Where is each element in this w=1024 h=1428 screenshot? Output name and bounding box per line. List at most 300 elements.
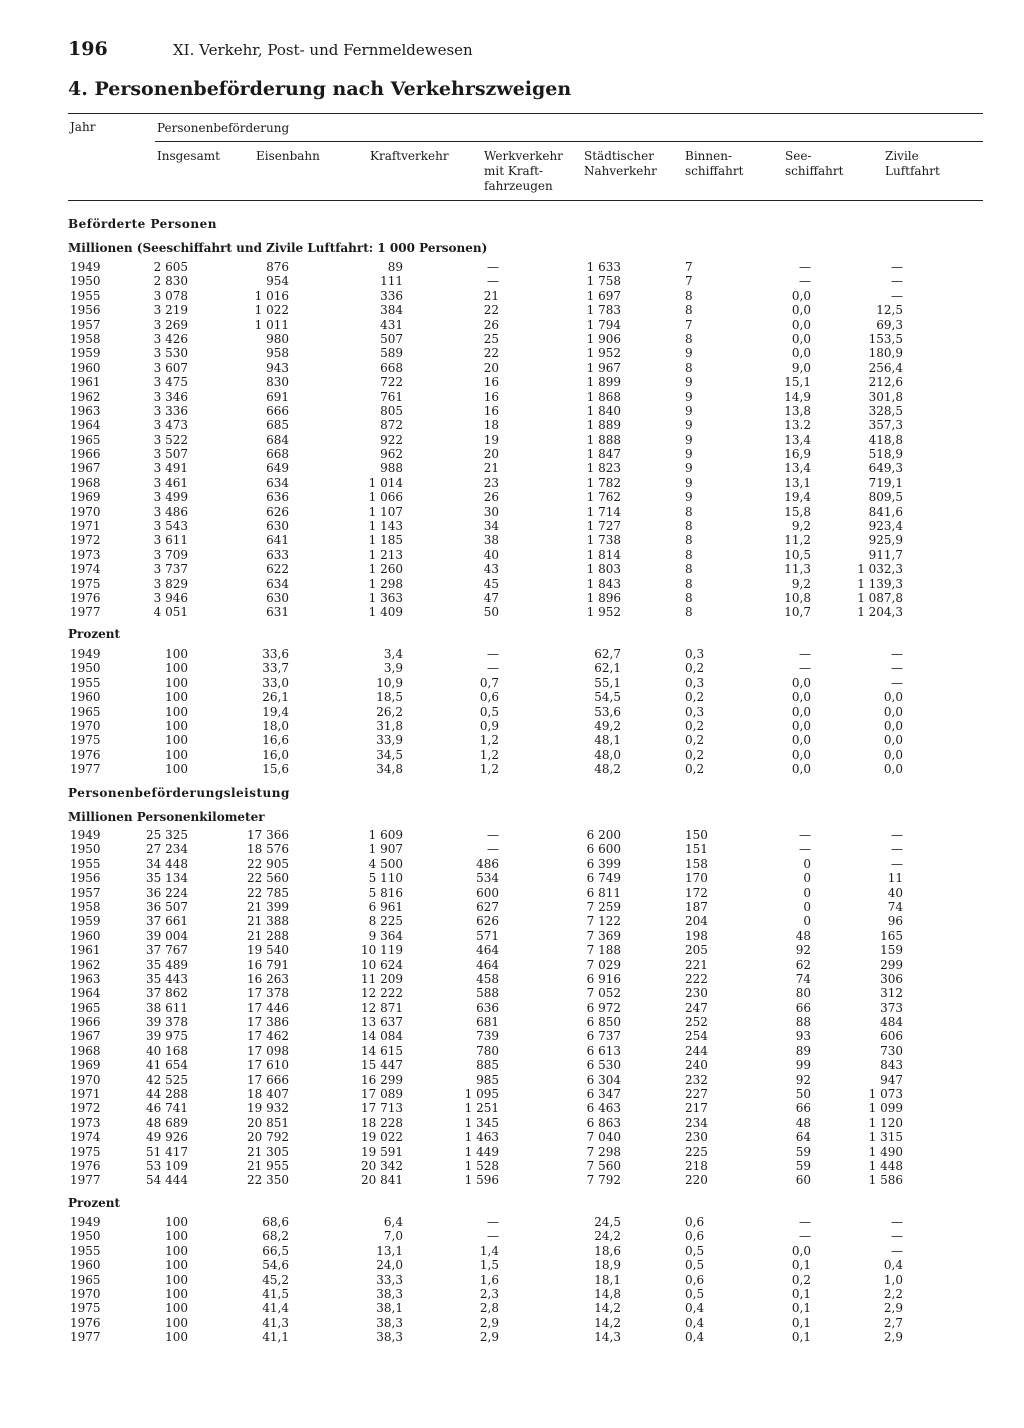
- col-header-staedtisch: [584, 149, 657, 179]
- cell-staedtisch: 1 888: [586, 432, 621, 447]
- cell-insgesamt: 3 461: [153, 475, 188, 490]
- cell-see: 0,0: [791, 733, 811, 748]
- header-bottom-rule: [68, 200, 983, 201]
- cell-insgesamt: 100: [165, 718, 188, 733]
- cell-kraftverkehr: 1 107: [368, 504, 403, 519]
- table-row: [0, 519, 1024, 533]
- table-row: [0, 1130, 1024, 1144]
- cell-werkverkehr: 1,6: [479, 1272, 499, 1287]
- percent-label-befoerderte: Prozent: [68, 627, 121, 641]
- cell-insgesamt: 3 507: [153, 447, 188, 462]
- cell-see: —: [799, 661, 811, 676]
- cell-binnen: 230: [685, 1130, 708, 1145]
- cell-binnen: 204: [685, 914, 708, 929]
- cell-year: 1977: [70, 605, 101, 620]
- cell-see: 14,9: [784, 389, 811, 404]
- cell-luft: 96: [887, 914, 903, 929]
- cell-kraftverkehr: 12 871: [361, 1000, 403, 1015]
- cell-year: 1961: [70, 943, 101, 958]
- cell-see: 0,2: [791, 1272, 811, 1287]
- cell-insgesamt: 48 689: [146, 1115, 188, 1130]
- cell-luft: 159: [880, 943, 903, 958]
- cell-see: 48: [795, 928, 811, 943]
- cell-werkverkehr: 20: [483, 360, 499, 375]
- cell-eisenbahn: 41,3: [262, 1315, 289, 1330]
- cell-staedtisch: 1 782: [586, 475, 621, 490]
- cell-staedtisch: 6 530: [586, 1058, 621, 1073]
- cell-year: 1950: [70, 842, 101, 857]
- cell-werkverkehr: 40: [483, 547, 499, 562]
- cell-staedtisch: 1 794: [586, 317, 621, 332]
- cell-eisenbahn: 45,2: [262, 1272, 289, 1287]
- cell-binnen: 0,6: [685, 1229, 705, 1244]
- cell-binnen: 221: [685, 957, 708, 972]
- cell-luft: —: [891, 828, 903, 842]
- cell-eisenbahn: 66,5: [262, 1243, 289, 1258]
- cell-year: 1949: [70, 260, 101, 274]
- table-row: [0, 1116, 1024, 1130]
- cell-werkverkehr: —: [487, 647, 499, 661]
- cell-insgesamt: 25 325: [146, 828, 188, 842]
- cell-luft: 1 315: [868, 1130, 903, 1145]
- cell-binnen: 170: [685, 871, 708, 886]
- cell-staedtisch: 1 952: [586, 605, 621, 620]
- cell-eisenbahn: 17 098: [247, 1043, 289, 1058]
- percent-label-leistung: Prozent: [68, 1196, 121, 1210]
- cell-insgesamt: 4 051: [153, 605, 188, 620]
- cell-insgesamt: 41 654: [146, 1058, 188, 1073]
- cell-staedtisch: 48,2: [594, 762, 621, 777]
- cell-werkverkehr: —: [487, 274, 499, 289]
- col-header-luft: [885, 149, 940, 179]
- cell-binnen: 0,4: [685, 1315, 705, 1330]
- cell-luft: 719,1: [868, 475, 903, 490]
- cell-kraftverkehr: 589: [380, 346, 403, 361]
- cell-staedtisch: 7 792: [586, 1173, 621, 1188]
- cell-kraftverkehr: 384: [380, 303, 403, 318]
- table-row: [0, 1301, 1024, 1315]
- cell-eisenbahn: 21 955: [247, 1158, 289, 1173]
- table-row: [0, 958, 1024, 972]
- cell-werkverkehr: 2,9: [479, 1330, 499, 1345]
- table-row: [0, 274, 1024, 288]
- cell-kraftverkehr: 10 624: [361, 957, 403, 972]
- table-row: [0, 929, 1024, 943]
- cell-eisenbahn: 21 288: [247, 928, 289, 943]
- cell-kraftverkehr: 1 260: [368, 562, 403, 577]
- cell-werkverkehr: 2,8: [479, 1301, 499, 1316]
- cell-kraftverkehr: 5 110: [368, 871, 403, 886]
- cell-insgesamt: 38 611: [146, 1000, 188, 1015]
- cell-see: 0,1: [791, 1286, 811, 1301]
- col-header-group: Personenbeförderung: [157, 121, 290, 135]
- table-row: [0, 1316, 1024, 1330]
- cell-year: 1976: [70, 590, 101, 605]
- cell-werkverkehr: 464: [476, 943, 499, 958]
- cell-see: 0: [803, 856, 811, 871]
- cell-binnen: 9: [685, 432, 693, 447]
- cell-werkverkehr: 22: [483, 303, 499, 318]
- cell-luft: —: [891, 856, 903, 871]
- cell-eisenbahn: 19 540: [247, 943, 289, 958]
- cell-binnen: 0,5: [685, 1286, 705, 1301]
- table-row: [0, 375, 1024, 389]
- cell-year: 1976: [70, 1315, 101, 1330]
- cell-insgesamt: 100: [165, 1229, 188, 1244]
- cell-kraftverkehr: 17 713: [361, 1101, 403, 1116]
- cell-binnen: 9: [685, 461, 693, 476]
- cell-staedtisch: 18,1: [594, 1272, 621, 1287]
- cell-binnen: 0,2: [685, 718, 705, 733]
- cell-binnen: 8: [685, 360, 693, 375]
- cell-see: 0: [803, 885, 811, 900]
- table-row: [0, 1001, 1024, 1015]
- cell-luft: 809,5: [868, 490, 903, 505]
- cell-see: 0,1: [791, 1258, 811, 1273]
- cell-staedtisch: 1 847: [586, 447, 621, 462]
- cell-staedtisch: 6 347: [586, 1087, 621, 1102]
- col-header-insgesamt: Insgesamt: [157, 149, 220, 163]
- cell-year: 1976: [70, 747, 101, 762]
- cell-eisenbahn: 17 366: [247, 828, 289, 842]
- table-row: [0, 1330, 1024, 1344]
- col-header-staedtisch-line2: Nahverkehr: [584, 164, 657, 178]
- cell-luft: 301,8: [868, 389, 903, 404]
- cell-see: 99: [795, 1058, 811, 1073]
- section-unit-leistung: Millionen Personenkilometer: [68, 810, 265, 824]
- cell-staedtisch: 1 803: [586, 562, 621, 577]
- cell-binnen: 0,2: [685, 661, 705, 676]
- table-row: [0, 490, 1024, 504]
- cell-luft: 0,0: [883, 704, 903, 719]
- cell-see: 60: [795, 1173, 811, 1188]
- table-row: [0, 461, 1024, 475]
- cell-kraftverkehr: 10,9: [376, 675, 403, 690]
- cell-insgesamt: 35 443: [146, 971, 188, 986]
- cell-insgesamt: 36 224: [146, 885, 188, 900]
- table-row: [0, 705, 1024, 719]
- cell-staedtisch: 18,6: [594, 1243, 621, 1258]
- cell-werkverkehr: 1,2: [479, 762, 499, 777]
- cell-year: 1957: [70, 885, 101, 900]
- cell-year: 1960: [70, 360, 101, 375]
- cell-binnen: 230: [685, 986, 708, 1001]
- cell-year: 1963: [70, 971, 101, 986]
- cell-binnen: 0,2: [685, 747, 705, 762]
- cell-year: 1960: [70, 690, 101, 705]
- cell-werkverkehr: 45: [483, 576, 499, 591]
- table-row: [0, 1173, 1024, 1187]
- cell-see: —: [799, 647, 811, 661]
- table-row: [0, 1215, 1024, 1229]
- cell-insgesamt: 3 522: [153, 432, 188, 447]
- cell-staedtisch: 7 040: [586, 1130, 621, 1145]
- cell-kraftverkehr: 11 209: [361, 971, 403, 986]
- cell-year: 1968: [70, 1043, 101, 1058]
- cell-see: 0,0: [791, 747, 811, 762]
- cell-see: —: [799, 828, 811, 842]
- cell-luft: —: [891, 842, 903, 857]
- table-row: [0, 986, 1024, 1000]
- cell-staedtisch: 6 749: [586, 871, 621, 886]
- cell-luft: 1 490: [868, 1144, 903, 1159]
- col-header-see-line2: schiffahrt: [785, 164, 844, 178]
- cell-werkverkehr: 1 345: [464, 1115, 499, 1130]
- cell-year: 1960: [70, 928, 101, 943]
- cell-staedtisch: 1 714: [586, 504, 621, 519]
- cell-see: 0,0: [791, 704, 811, 719]
- cell-werkverkehr: 0,7: [479, 675, 499, 690]
- table-row: [0, 361, 1024, 375]
- cell-see: 59: [795, 1144, 811, 1159]
- cell-see: 0: [803, 914, 811, 929]
- cell-kraftverkehr: 10 119: [361, 943, 403, 958]
- cell-luft: 2,2: [883, 1286, 903, 1301]
- cell-kraftverkehr: 38,1: [376, 1301, 403, 1316]
- cell-year: 1956: [70, 303, 101, 318]
- cell-werkverkehr: 1 449: [464, 1144, 499, 1159]
- cell-staedtisch: 6 463: [586, 1101, 621, 1116]
- cell-staedtisch: 6 200: [586, 828, 621, 842]
- cell-werkverkehr: 20: [483, 447, 499, 462]
- cell-binnen: 222: [685, 971, 708, 986]
- section-title-leistung: Personenbeförderungsleistung: [68, 786, 290, 800]
- cell-binnen: 198: [685, 928, 708, 943]
- cell-werkverkehr: 1,4: [479, 1243, 499, 1258]
- cell-staedtisch: 1 814: [586, 547, 621, 562]
- cell-luft: 212,6: [868, 375, 903, 390]
- cell-see: 64: [795, 1130, 811, 1145]
- cell-eisenbahn: 18,0: [262, 718, 289, 733]
- cell-kraftverkehr: 3,4: [383, 647, 403, 661]
- cell-binnen: 8: [685, 605, 693, 620]
- cell-staedtisch: 53,6: [594, 704, 621, 719]
- cell-staedtisch: 1 758: [586, 274, 621, 289]
- cell-luft: 256,4: [868, 360, 903, 375]
- cell-staedtisch: 1 896: [586, 590, 621, 605]
- cell-werkverkehr: 600: [476, 885, 499, 900]
- cell-year: 1961: [70, 375, 101, 390]
- cell-year: 1962: [70, 389, 101, 404]
- cell-staedtisch: 1 967: [586, 360, 621, 375]
- cell-binnen: 0,3: [685, 675, 705, 690]
- cell-eisenbahn: 22 560: [247, 871, 289, 886]
- section-unit-befoerderte: Millionen (Seeschiffahrt und Zivile Luftfahrt: 1 000 Personen): [68, 241, 488, 255]
- cell-luft: 947: [880, 1072, 903, 1087]
- table-row: [0, 577, 1024, 591]
- cell-year: 1970: [70, 504, 101, 519]
- table-row: [0, 647, 1024, 661]
- cell-binnen: 9: [685, 418, 693, 433]
- cell-year: 1965: [70, 1272, 101, 1287]
- cell-insgesamt: 100: [165, 1315, 188, 1330]
- cell-eisenbahn: 668: [266, 447, 289, 462]
- cell-staedtisch: 62,1: [594, 661, 621, 676]
- cell-binnen: 9: [685, 375, 693, 390]
- cell-staedtisch: 6 972: [586, 1000, 621, 1015]
- cell-kraftverkehr: 507: [380, 331, 403, 346]
- cell-insgesamt: 3 486: [153, 504, 188, 519]
- table-row: [0, 1244, 1024, 1258]
- cell-year: 1950: [70, 1229, 101, 1244]
- cell-werkverkehr: 534: [476, 871, 499, 886]
- col-header-werkverkehr-line3: fahrzeugen: [484, 179, 553, 193]
- cell-staedtisch: 14,2: [594, 1301, 621, 1316]
- cell-year: 1957: [70, 317, 101, 332]
- cell-luft: 2,9: [883, 1301, 903, 1316]
- cell-insgesamt: 39 378: [146, 1015, 188, 1030]
- cell-eisenbahn: 18 407: [247, 1087, 289, 1102]
- cell-binnen: 7: [685, 274, 693, 289]
- cell-luft: 923,4: [868, 519, 903, 534]
- cell-year: 1967: [70, 461, 101, 476]
- table-row: [0, 318, 1024, 332]
- cell-staedtisch: 1 899: [586, 375, 621, 390]
- cell-luft: 1 139,3: [857, 576, 903, 591]
- cell-werkverkehr: —: [487, 842, 499, 857]
- cell-year: 1959: [70, 346, 101, 361]
- table-row: [0, 1101, 1024, 1115]
- cell-kraftverkehr: 1 298: [368, 576, 403, 591]
- cell-werkverkehr: 626: [476, 914, 499, 929]
- cell-eisenbahn: 18 576: [247, 842, 289, 857]
- cell-eisenbahn: 33,6: [262, 647, 289, 661]
- section-title-befoerderte: Beförderte Personen: [68, 217, 217, 231]
- cell-year: 1977: [70, 1330, 101, 1345]
- table-title: 4. Personenbeförderung nach Verkehrszweigen: [68, 78, 572, 100]
- cell-year: 1969: [70, 1058, 101, 1073]
- cell-eisenbahn: 21 399: [247, 899, 289, 914]
- cell-kraftverkehr: 111: [380, 274, 403, 289]
- cell-see: 0,0: [791, 317, 811, 332]
- table-row: [0, 1145, 1024, 1159]
- cell-binnen: 8: [685, 533, 693, 548]
- table-row: [0, 548, 1024, 562]
- cell-werkverkehr: 0,6: [479, 690, 499, 705]
- cell-see: 0,1: [791, 1301, 811, 1316]
- cell-insgesamt: 100: [165, 747, 188, 762]
- cell-year: 1977: [70, 762, 101, 777]
- cell-insgesamt: 3 737: [153, 562, 188, 577]
- cell-eisenbahn: 691: [266, 389, 289, 404]
- cell-werkverkehr: 19: [483, 432, 499, 447]
- cell-werkverkehr: 30: [483, 504, 499, 519]
- table-row: [0, 676, 1024, 690]
- cell-werkverkehr: 1 596: [464, 1173, 499, 1188]
- cell-insgesamt: 3 219: [153, 303, 188, 318]
- cell-werkverkehr: 1 463: [464, 1130, 499, 1145]
- cell-year: 1949: [70, 1215, 101, 1229]
- cell-werkverkehr: 1,2: [479, 747, 499, 762]
- cell-werkverkehr: 16: [483, 375, 499, 390]
- cell-staedtisch: 6 304: [586, 1072, 621, 1087]
- cell-eisenbahn: 1 022: [254, 303, 289, 318]
- table-row: [0, 562, 1024, 576]
- cell-kraftverkehr: 988: [380, 461, 403, 476]
- cell-insgesamt: 3 543: [153, 519, 188, 534]
- cell-werkverkehr: 34: [483, 519, 499, 534]
- rows-befoerderte: [0, 260, 1024, 620]
- cell-see: 0,1: [791, 1330, 811, 1345]
- cell-year: 1965: [70, 1000, 101, 1015]
- cell-staedtisch: 6 850: [586, 1015, 621, 1030]
- cell-see: 48: [795, 1115, 811, 1130]
- cell-binnen: 205: [685, 943, 708, 958]
- col-header-binnen-line2: schiffahrt: [685, 164, 744, 178]
- table-row: [0, 1058, 1024, 1072]
- cell-binnen: 0,5: [685, 1243, 705, 1258]
- cell-insgesamt: 53 109: [146, 1158, 188, 1173]
- cell-insgesamt: 100: [165, 1272, 188, 1287]
- cell-insgesamt: 100: [165, 704, 188, 719]
- table-row: [0, 661, 1024, 675]
- cell-eisenbahn: 649: [266, 461, 289, 476]
- cell-staedtisch: 14,3: [594, 1330, 621, 1345]
- cell-insgesamt: 37 661: [146, 914, 188, 929]
- cell-binnen: 9: [685, 490, 693, 505]
- cell-binnen: 9: [685, 447, 693, 462]
- cell-binnen: 225: [685, 1144, 708, 1159]
- cell-staedtisch: 1 952: [586, 346, 621, 361]
- cell-staedtisch: 6 811: [586, 885, 621, 900]
- cell-werkverkehr: —: [487, 1215, 499, 1229]
- table-row: [0, 447, 1024, 461]
- cell-luft: —: [891, 274, 903, 289]
- cell-kraftverkehr: 89: [387, 260, 403, 274]
- cell-kraftverkehr: 38,3: [376, 1315, 403, 1330]
- cell-eisenbahn: 830: [266, 375, 289, 390]
- cell-see: 16,9: [784, 447, 811, 462]
- cell-staedtisch: 6 737: [586, 1029, 621, 1044]
- cell-year: 1956: [70, 871, 101, 886]
- cell-insgesamt: 100: [165, 675, 188, 690]
- cell-luft: 1 120: [868, 1115, 903, 1130]
- cell-see: 0: [803, 899, 811, 914]
- cell-year: 1965: [70, 704, 101, 719]
- cell-luft: 484: [880, 1015, 903, 1030]
- cell-eisenbahn: 16 263: [247, 971, 289, 986]
- cell-luft: 1 032,3: [857, 562, 903, 577]
- cell-eisenbahn: 626: [266, 504, 289, 519]
- cell-see: 10,7: [784, 605, 811, 620]
- col-header-kraftverkehr: Kraftverkehr: [370, 149, 449, 163]
- cell-eisenbahn: 54,6: [262, 1258, 289, 1273]
- cell-eisenbahn: 17 666: [247, 1072, 289, 1087]
- cell-see: —: [799, 260, 811, 274]
- table-row: [0, 390, 1024, 404]
- table-row: [0, 690, 1024, 704]
- cell-binnen: 217: [685, 1101, 708, 1116]
- col-header-luft-line2: Luftfahrt: [885, 164, 940, 178]
- table-row: [0, 857, 1024, 871]
- cell-werkverkehr: 1 251: [464, 1101, 499, 1116]
- cell-luft: 1,0: [883, 1272, 903, 1287]
- cell-luft: 1 073: [868, 1087, 903, 1102]
- cell-eisenbahn: 22 905: [247, 856, 289, 871]
- cell-kraftverkehr: 722: [380, 375, 403, 390]
- cell-see: 13,1: [784, 475, 811, 490]
- cell-insgesamt: 100: [165, 1243, 188, 1258]
- cell-kraftverkehr: 18,5: [376, 690, 403, 705]
- cell-binnen: 151: [685, 842, 708, 857]
- cell-luft: 69,3: [876, 317, 903, 332]
- cell-kraftverkehr: 31,8: [376, 718, 403, 733]
- cell-kraftverkehr: 6,4: [383, 1215, 403, 1229]
- table-row: [0, 505, 1024, 519]
- cell-insgesamt: 3 426: [153, 331, 188, 346]
- cell-see: 0,0: [791, 346, 811, 361]
- cell-year: 1971: [70, 1087, 101, 1102]
